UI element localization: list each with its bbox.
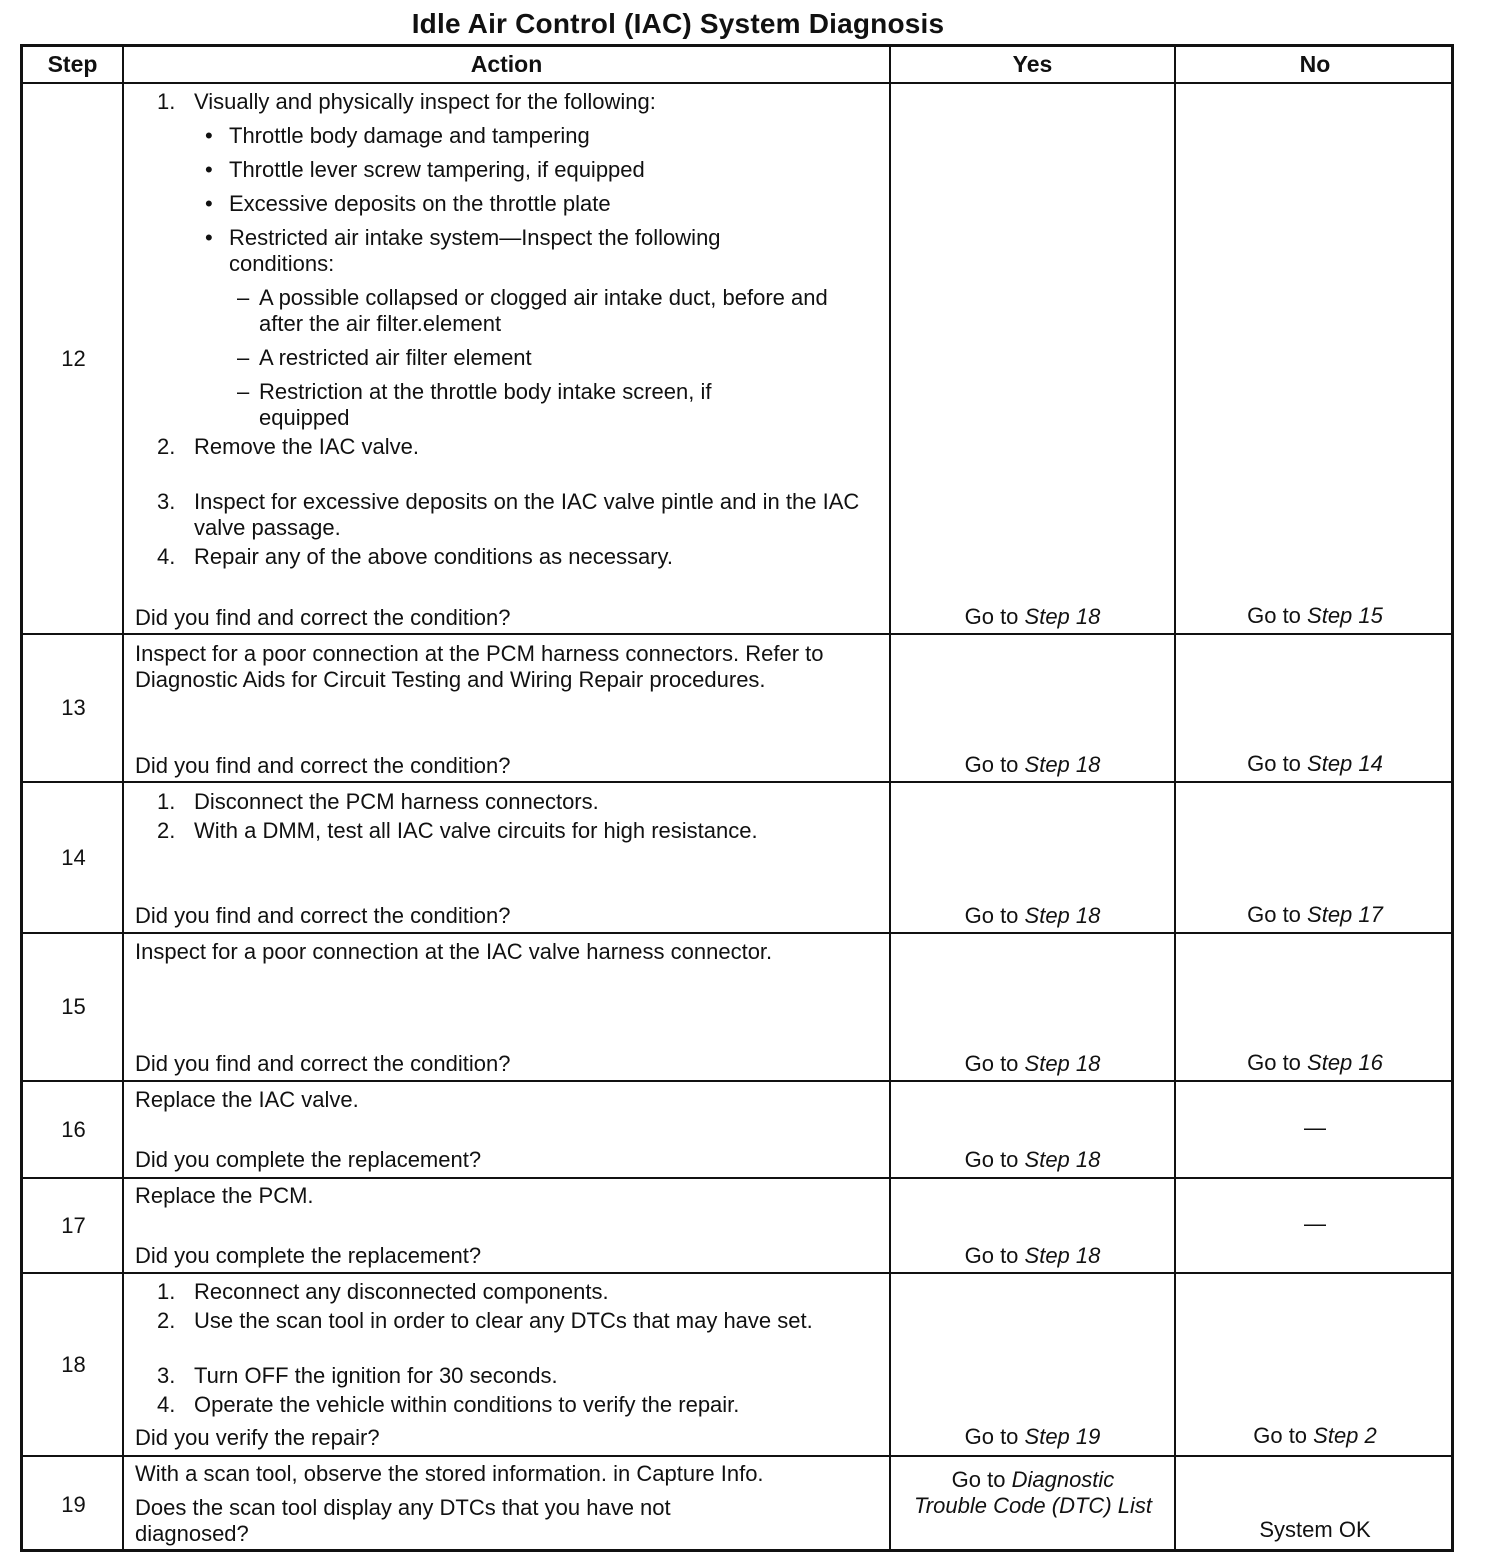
list-number: 2. (157, 818, 176, 843)
question-text: Did you complete the replacement? (135, 1243, 482, 1268)
column-divider (1174, 47, 1176, 1549)
step-link: Step 15 (1307, 603, 1383, 628)
list-item: Use the scan tool in order to clear any DTCs that may have set. (194, 1308, 813, 1333)
list-number: 1. (157, 1279, 176, 1304)
action-text: Inspect for a poor connection at the PCM harness connectors. Refer to Diagnostic Aids for Circuit Testing and Wiring Repair procedures. (135, 641, 824, 692)
action-text: Inspect for a poor connection at the IAC valve harness connector. (135, 939, 773, 964)
no-action (1176, 902, 1454, 928)
no-action (1176, 751, 1454, 777)
step-number: 19 (61, 1491, 86, 1517)
diagnosis-table (20, 44, 1454, 1552)
yes-action (891, 903, 1174, 929)
no-action: — (1304, 1211, 1326, 1236)
row-divider (23, 1272, 1451, 1274)
step-link: Diagnostic Trouble Code (DTC) List (914, 1467, 1152, 1518)
header-no: No (1299, 51, 1331, 77)
list-number: 3. (157, 1363, 176, 1388)
row-divider (23, 1455, 1451, 1457)
header-yes: Yes (1012, 51, 1053, 77)
action-text: With a scan tool, observe the stored information. in Capture Info. (135, 1461, 764, 1486)
goto-prefix: Go to (964, 903, 1025, 928)
list-number: 1. (157, 89, 176, 114)
list-number: 2. (157, 1308, 176, 1333)
row-divider (23, 932, 1451, 934)
row-divider (23, 82, 1451, 84)
row-divider (23, 781, 1451, 783)
goto-prefix: Go to (951, 1467, 1012, 1492)
no-action (1176, 603, 1454, 629)
step-link: Step 18 (1024, 604, 1101, 629)
no-action (1176, 1050, 1454, 1076)
bullet: • (205, 157, 213, 182)
yes-action (891, 752, 1174, 778)
step-link: Step 2 (1313, 1423, 1377, 1448)
question-text: Did you verify the repair? (135, 1425, 380, 1450)
list-number: 4. (157, 1392, 176, 1417)
list-item: Operate the vehicle within conditions to verify the repair. (194, 1392, 740, 1417)
goto-prefix: Go to (964, 604, 1025, 629)
goto-prefix: Go to (964, 1147, 1025, 1172)
column-divider (889, 47, 891, 1549)
goto-prefix: Go to (1247, 902, 1308, 927)
no-action (1176, 1423, 1454, 1449)
step-link: Step 18 (1024, 1147, 1101, 1172)
yes-action (891, 1147, 1174, 1173)
list-number: 2. (157, 434, 176, 459)
step-link: Step 18 (1024, 1243, 1101, 1268)
goto-prefix: Go to (964, 1051, 1025, 1076)
list-item: Reconnect any disconnected components. (194, 1279, 609, 1304)
dash: – (237, 345, 250, 370)
bullet: • (205, 191, 213, 216)
step-link: Step 18 (1024, 903, 1101, 928)
goto-prefix: Go to (964, 1243, 1025, 1268)
goto-prefix: Go to (1247, 1050, 1308, 1075)
step-link: Step 14 (1307, 751, 1383, 776)
list-item: Throttle lever screw tampering, if equipped (229, 157, 645, 182)
bullet: • (205, 225, 213, 250)
list-item: Inspect for excessive deposits on the IAC valve pintle and in the IAC valve passage. (194, 489, 860, 540)
question-text: Did you find and correct the condition? (135, 605, 511, 630)
step-number: 16 (61, 1116, 86, 1142)
list-item: A restricted air filter element (259, 345, 532, 370)
list-item: With a DMM, test all IAC valve circuits for high resistance. (194, 818, 758, 843)
header-action: Action (470, 51, 543, 77)
yes-action (913, 1467, 1153, 1519)
action-text: Replace the IAC valve. (135, 1087, 359, 1112)
step-link: Step 19 (1024, 1424, 1101, 1449)
list-item: Throttle body damage and tampering (229, 123, 590, 148)
goto-prefix: Go to (964, 752, 1025, 777)
step-link: Step 18 (1024, 1051, 1101, 1076)
header-step: Step (47, 51, 98, 77)
step-number: 13 (61, 695, 86, 720)
action-text: Replace the PCM. (135, 1183, 314, 1208)
dash: – (237, 379, 250, 404)
no-action: — (1304, 1115, 1326, 1140)
row-divider (23, 1177, 1451, 1179)
goto-prefix: Go to (1247, 751, 1308, 776)
list-item: Repair any of the above conditions as necessary. (194, 544, 673, 569)
yes-action (891, 1424, 1174, 1450)
yes-action (891, 1051, 1174, 1077)
step-link: Step 17 (1307, 902, 1383, 927)
list-item: A possible collapsed or clogged air intake duct, before and after the air filter.element (259, 285, 828, 336)
list-item: Visually and physically inspect for the following: (194, 89, 656, 114)
step-number: 18 (61, 1351, 86, 1377)
step-link: Step 18 (1024, 752, 1101, 777)
question-text: Did you complete the replacement? (135, 1147, 482, 1172)
no-action: System OK (1259, 1517, 1371, 1542)
dash: – (237, 285, 250, 310)
step-number: 17 (61, 1212, 86, 1238)
question-text: Does the scan tool display any DTCs that you have not diagnosed? (135, 1495, 671, 1546)
goto-prefix: Go to (964, 1424, 1025, 1449)
list-item: Disconnect the PCM harness connectors. (194, 789, 599, 814)
bullet: • (205, 123, 213, 148)
step-number: 12 (61, 345, 86, 371)
row-divider (23, 1080, 1451, 1082)
question-text: Did you find and correct the condition? (135, 1051, 511, 1076)
list-number: 3. (157, 489, 176, 514)
goto-prefix: Go to (1253, 1423, 1314, 1448)
page-title: Idle Air Control (IAC) System Diagnosis (411, 8, 945, 39)
list-item: Turn OFF the ignition for 30 seconds. (194, 1363, 558, 1388)
yes-action (891, 604, 1174, 630)
row-divider (23, 633, 1451, 635)
list-item: Remove the IAC valve. (194, 434, 419, 459)
list-item: Restriction at the throttle body intake screen, if equipped (259, 379, 712, 430)
list-item: Restricted air intake system—Inspect the following conditions: (229, 225, 721, 276)
goto-prefix: Go to (1247, 603, 1308, 628)
step-link: Step 16 (1307, 1050, 1383, 1075)
yes-action (891, 1243, 1174, 1269)
list-number: 4. (157, 544, 176, 569)
list-item: Excessive deposits on the throttle plate (229, 191, 611, 216)
step-number: 15 (61, 994, 86, 1019)
question-text: Did you find and correct the condition? (135, 903, 511, 928)
list-number: 1. (157, 789, 176, 814)
question-text: Did you find and correct the condition? (135, 753, 511, 778)
step-number: 14 (61, 844, 86, 870)
